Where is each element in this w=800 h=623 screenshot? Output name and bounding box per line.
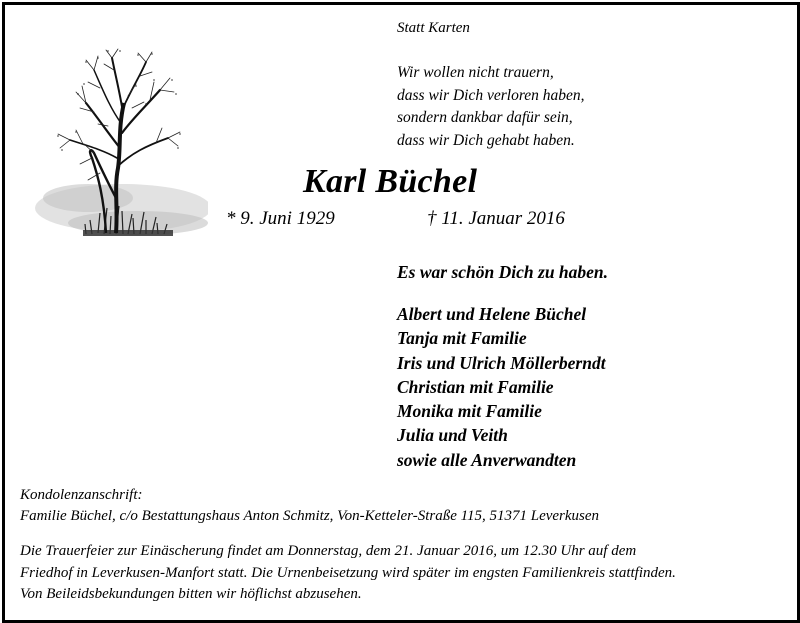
mourner-item: sowie alle Anverwandten (397, 449, 577, 470)
mourner-item: Monika mit Familie (397, 401, 542, 422)
mourner-item: Christian mit Familie (397, 376, 554, 397)
funeral-notice (20, 541, 676, 606)
funeral-line: Die Trauerfeier zur Einäscherung findet am Donnerstag, dem 21. Januar 2016, um 12.30 Uhr auf dem (20, 543, 637, 559)
poem-line: sondern dankbar dafür sein, (397, 109, 573, 126)
tree-icon (28, 48, 208, 253)
funeral-line: Von Beileidsbekundungen bitten wir höflichst abzusehen. (20, 586, 362, 602)
mourner-item: Albert und Helene Büchel (397, 304, 587, 324)
poem-line: dass wir Dich verloren haben, (397, 86, 585, 104)
death-date: † 11. Januar 2016 (427, 208, 565, 229)
birth-date: * 9. Juni 1929 (226, 208, 335, 229)
mourners-list (397, 302, 606, 472)
mourner-item: Tanja mit Familie (397, 328, 527, 349)
poem-line: Wir wollen nicht trauern, (397, 64, 554, 81)
mourner-item: Iris und Ulrich Möllerberndt (397, 352, 606, 373)
motto: Es war schön Dich zu haben. (397, 262, 609, 282)
poem (397, 62, 585, 152)
condolence-address: Familie Büchel, c/o Bestattungshaus Anton Schmitz, Von-Ketteler-Straße 115, 51371 Leverkusen (20, 508, 600, 524)
mourner-item: Julia und Veith (397, 425, 508, 446)
condolence-label: Kondolenzanschrift: (20, 487, 143, 503)
poem-line: dass wir Dich gehabt haben. (397, 131, 575, 149)
statt-karten-label: Statt Karten (397, 20, 470, 36)
deceased-name: Karl Büchel (303, 163, 478, 200)
funeral-line: Friedhof in Leverkusen-Manfort statt. Die Urnenbeisetzung wird später im engsten Familienkreis stattfinden. (20, 564, 676, 581)
